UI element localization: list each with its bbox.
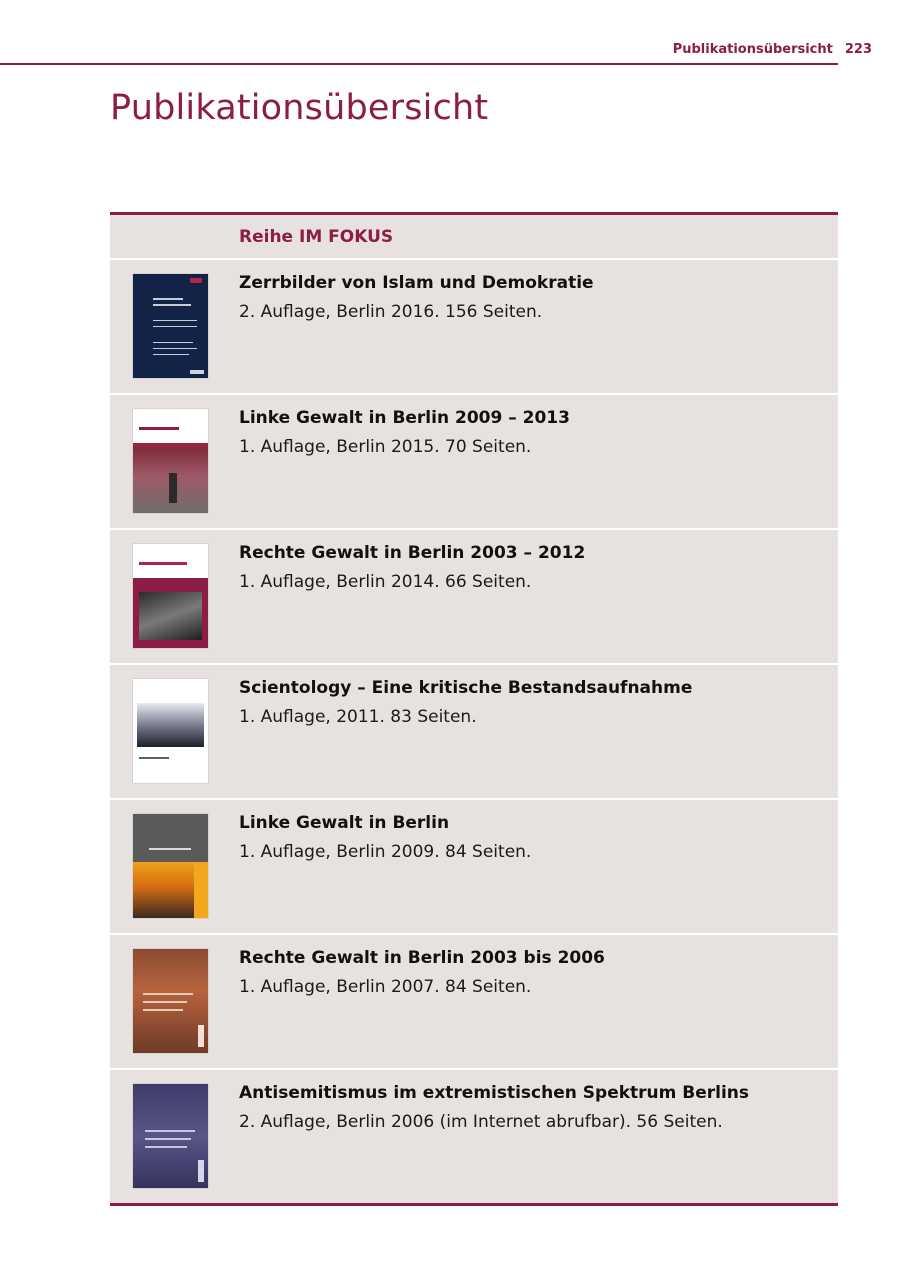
publication-title: Antisemitismus im extremistischen Spektrum Berlins: [239, 1083, 750, 1103]
series-header-row: [110, 215, 838, 260]
publication-title: Rechte Gewalt in Berlin 2003 bis 2006: [239, 948, 605, 968]
publication-details: 1. Auflage, 2011. 83 Seiten.: [239, 707, 477, 727]
page-title: Publikationsübersicht: [110, 88, 489, 128]
series-label: Reihe IM FOKUS: [239, 227, 394, 247]
publication-title: Rechte Gewalt in Berlin 2003 – 2012: [239, 543, 586, 563]
book-cover-image: [133, 1084, 208, 1188]
book-cover-image: [133, 814, 208, 918]
running-head: [673, 42, 872, 57]
publication-row: [110, 260, 838, 395]
running-head-title: Publikationsübersicht: [672, 42, 833, 57]
publication-row: [110, 1070, 838, 1203]
publication-details: 2. Auflage, Berlin 2016. 156 Seiten.: [239, 302, 543, 322]
publication-details: 1. Auflage, Berlin 2015. 70 Seiten.: [239, 437, 532, 457]
publication-title: Scientology – Eine kritische Bestandsaufnahme: [239, 678, 693, 698]
book-cover-image: [133, 949, 208, 1053]
publication-details: 2. Auflage, Berlin 2006 (im Internet abrufbar). 56 Seiten.: [239, 1112, 723, 1132]
publication-row: [110, 395, 838, 530]
publication-row: [110, 935, 838, 1070]
publication-details: 1. Auflage, Berlin 2014. 66 Seiten.: [239, 572, 532, 592]
header-rule: [0, 63, 838, 65]
publication-row: [110, 800, 838, 935]
publication-row: [110, 665, 838, 800]
publication-table: [110, 212, 838, 1206]
publication-title: Linke Gewalt in Berlin 2009 – 2013: [239, 408, 570, 428]
publication-details: 1. Auflage, Berlin 2007. 84 Seiten.: [239, 977, 532, 997]
publication-title: Zerrbilder von Islam und Demokratie: [239, 273, 594, 293]
page-number: 223: [844, 42, 872, 57]
book-cover-image: [133, 544, 208, 648]
publication-row: [110, 530, 838, 665]
book-cover-image: [133, 274, 208, 378]
book-cover-image: [133, 409, 208, 513]
publication-title: Linke Gewalt in Berlin: [239, 813, 450, 833]
book-cover-image: [133, 679, 208, 783]
publication-details: 1. Auflage, Berlin 2009. 84 Seiten.: [239, 842, 532, 862]
